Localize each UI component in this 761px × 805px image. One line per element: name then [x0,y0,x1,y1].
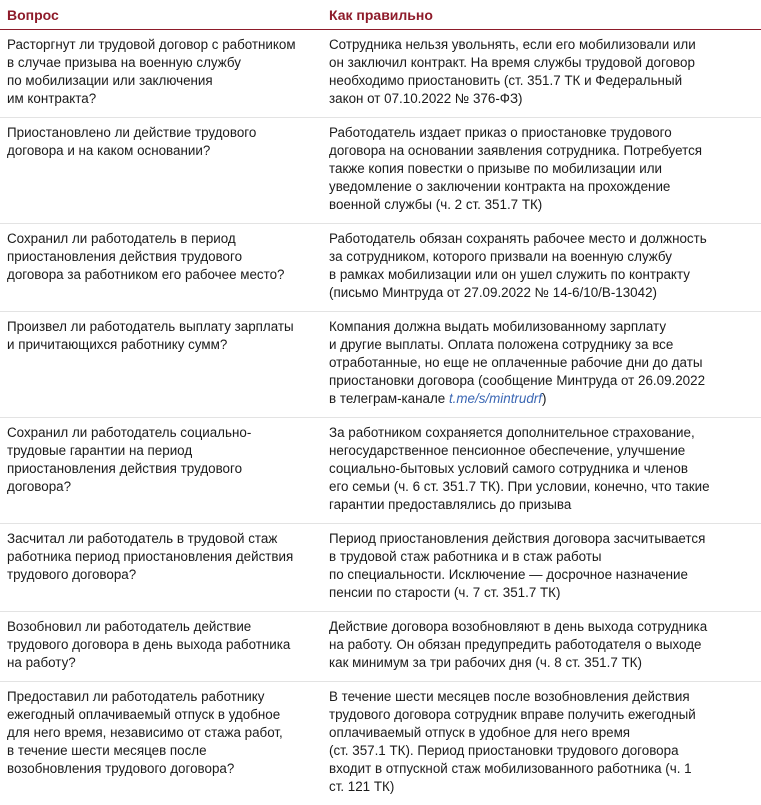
header-answer: Как правильно [329,7,433,23]
answer-cell: Сотрудника нельзя увольнять, если его мобилизовали или он заключил контракт. На время службы трудовой договор необходимо приостановить (ст. 351.7 ТК и Федеральный закон от 07.10.2022 № 376-ФЗ) [329,37,696,106]
answer-cell: Работодатель издает приказ о приостановке трудового договора на основании заявления сотрудника. Потребуется также копия повестки о призыве по мобилизации или уведомление о заключении контракта на прохождение военной службы (ч. 2 ст. 351.7 ТК) [329,125,703,212]
table-row [0,224,761,312]
question-cell: Предоставил ли работодатель работнику ежегодный оплачиваемый отпуск в удобное для него время, независимо от стажа работ, в течение шести месяцев после возобновления трудового договора? [7,689,283,776]
table-row [0,30,761,118]
answer-text-end: ) [541,391,547,406]
answer-cell: В течение шести месяцев после возобновления действия трудового договора сотрудник вправе получить ежегодный оплачиваемый отпуск в удобное для него время (ст. 357.1 ТК). Период приостановки трудового договора входит в отпускной стаж мобилизованного работника (ч. 1 ст. 121 ТК) [329,689,696,794]
answer-cell: Действие договора возобновляют в день выхода сотрудника на работу. Он обязан предупредить работодателя о выходе как минимум за три рабочих дня (ч. 8 ст. 351.7 ТК) [329,619,708,670]
table-row [0,312,761,418]
answer-cell: За работником сохраняется дополнительное страхование, негосударственное пенсионное обеспечение, улучшение социально-бытовых условий самого сотрудника и членов его семьи (ч. 6 ст. 351.7 ТК). При условии, конечно, что такие гарантии предоставлялись до призыва [329,425,710,512]
answer-cell [329,312,761,417]
answer-cell: Работодатель обязан сохранять рабочее место и должность за сотрудником, которого призвали на военную службу в рамках мобилизации или он ушел служить по контракту (письмо Минтруда от 27.09.2022 № 14-6/10/В-13042) [329,231,707,300]
question-cell: Расторгнут ли трудовой договор с работником в случае призыва на военную службу по мобилизации или заключения им контракта? [7,37,296,106]
table-row [0,418,761,524]
question-cell: Приостановлено ли действие трудового договора и на каком основании? [7,125,257,158]
answer-text: Компания должна выдать мобилизованному зарплату и другие выплаты. Оплата положена сотруднику за все отработанные, но еще не оплаченные рабочие дни до даты приостановки договора (сообщение Минтруда от 26.09.2022 в телеграм-канале [329,319,706,406]
table-row [0,612,761,682]
question-cell: Возобновил ли работодатель действие трудового договора в день выхода работника на работу? [7,619,291,670]
answer-cell: Период приостановления действия договора засчитывается в трудовой стаж работника и в стаж работы по специальности. Исключение — досрочное назначение пенсии по старости (ч. 7 ст. 351.7 ТК) [329,531,706,600]
table-row [0,524,761,612]
question-cell: Сохранил ли работодатель в период приостановления действия трудового договора за работником его рабочее место? [7,231,285,282]
telegram-link[interactable]: t.me/s/mintrudrf [448,391,542,406]
question-cell: Произвел ли работодатель выплату зарплаты и причитающихся работнику сумм? [7,319,294,352]
question-cell: Сохранил ли работодатель социально- трудовые гарантии на период приостановления действия трудового договора? [7,425,252,494]
header-question: Вопрос [7,7,59,23]
table-row [0,682,761,805]
question-cell: Засчитал ли работодатель в трудовой стаж работника период приостановления действия трудового договора? [7,531,294,582]
table-row [0,118,761,224]
table-header [0,0,761,30]
